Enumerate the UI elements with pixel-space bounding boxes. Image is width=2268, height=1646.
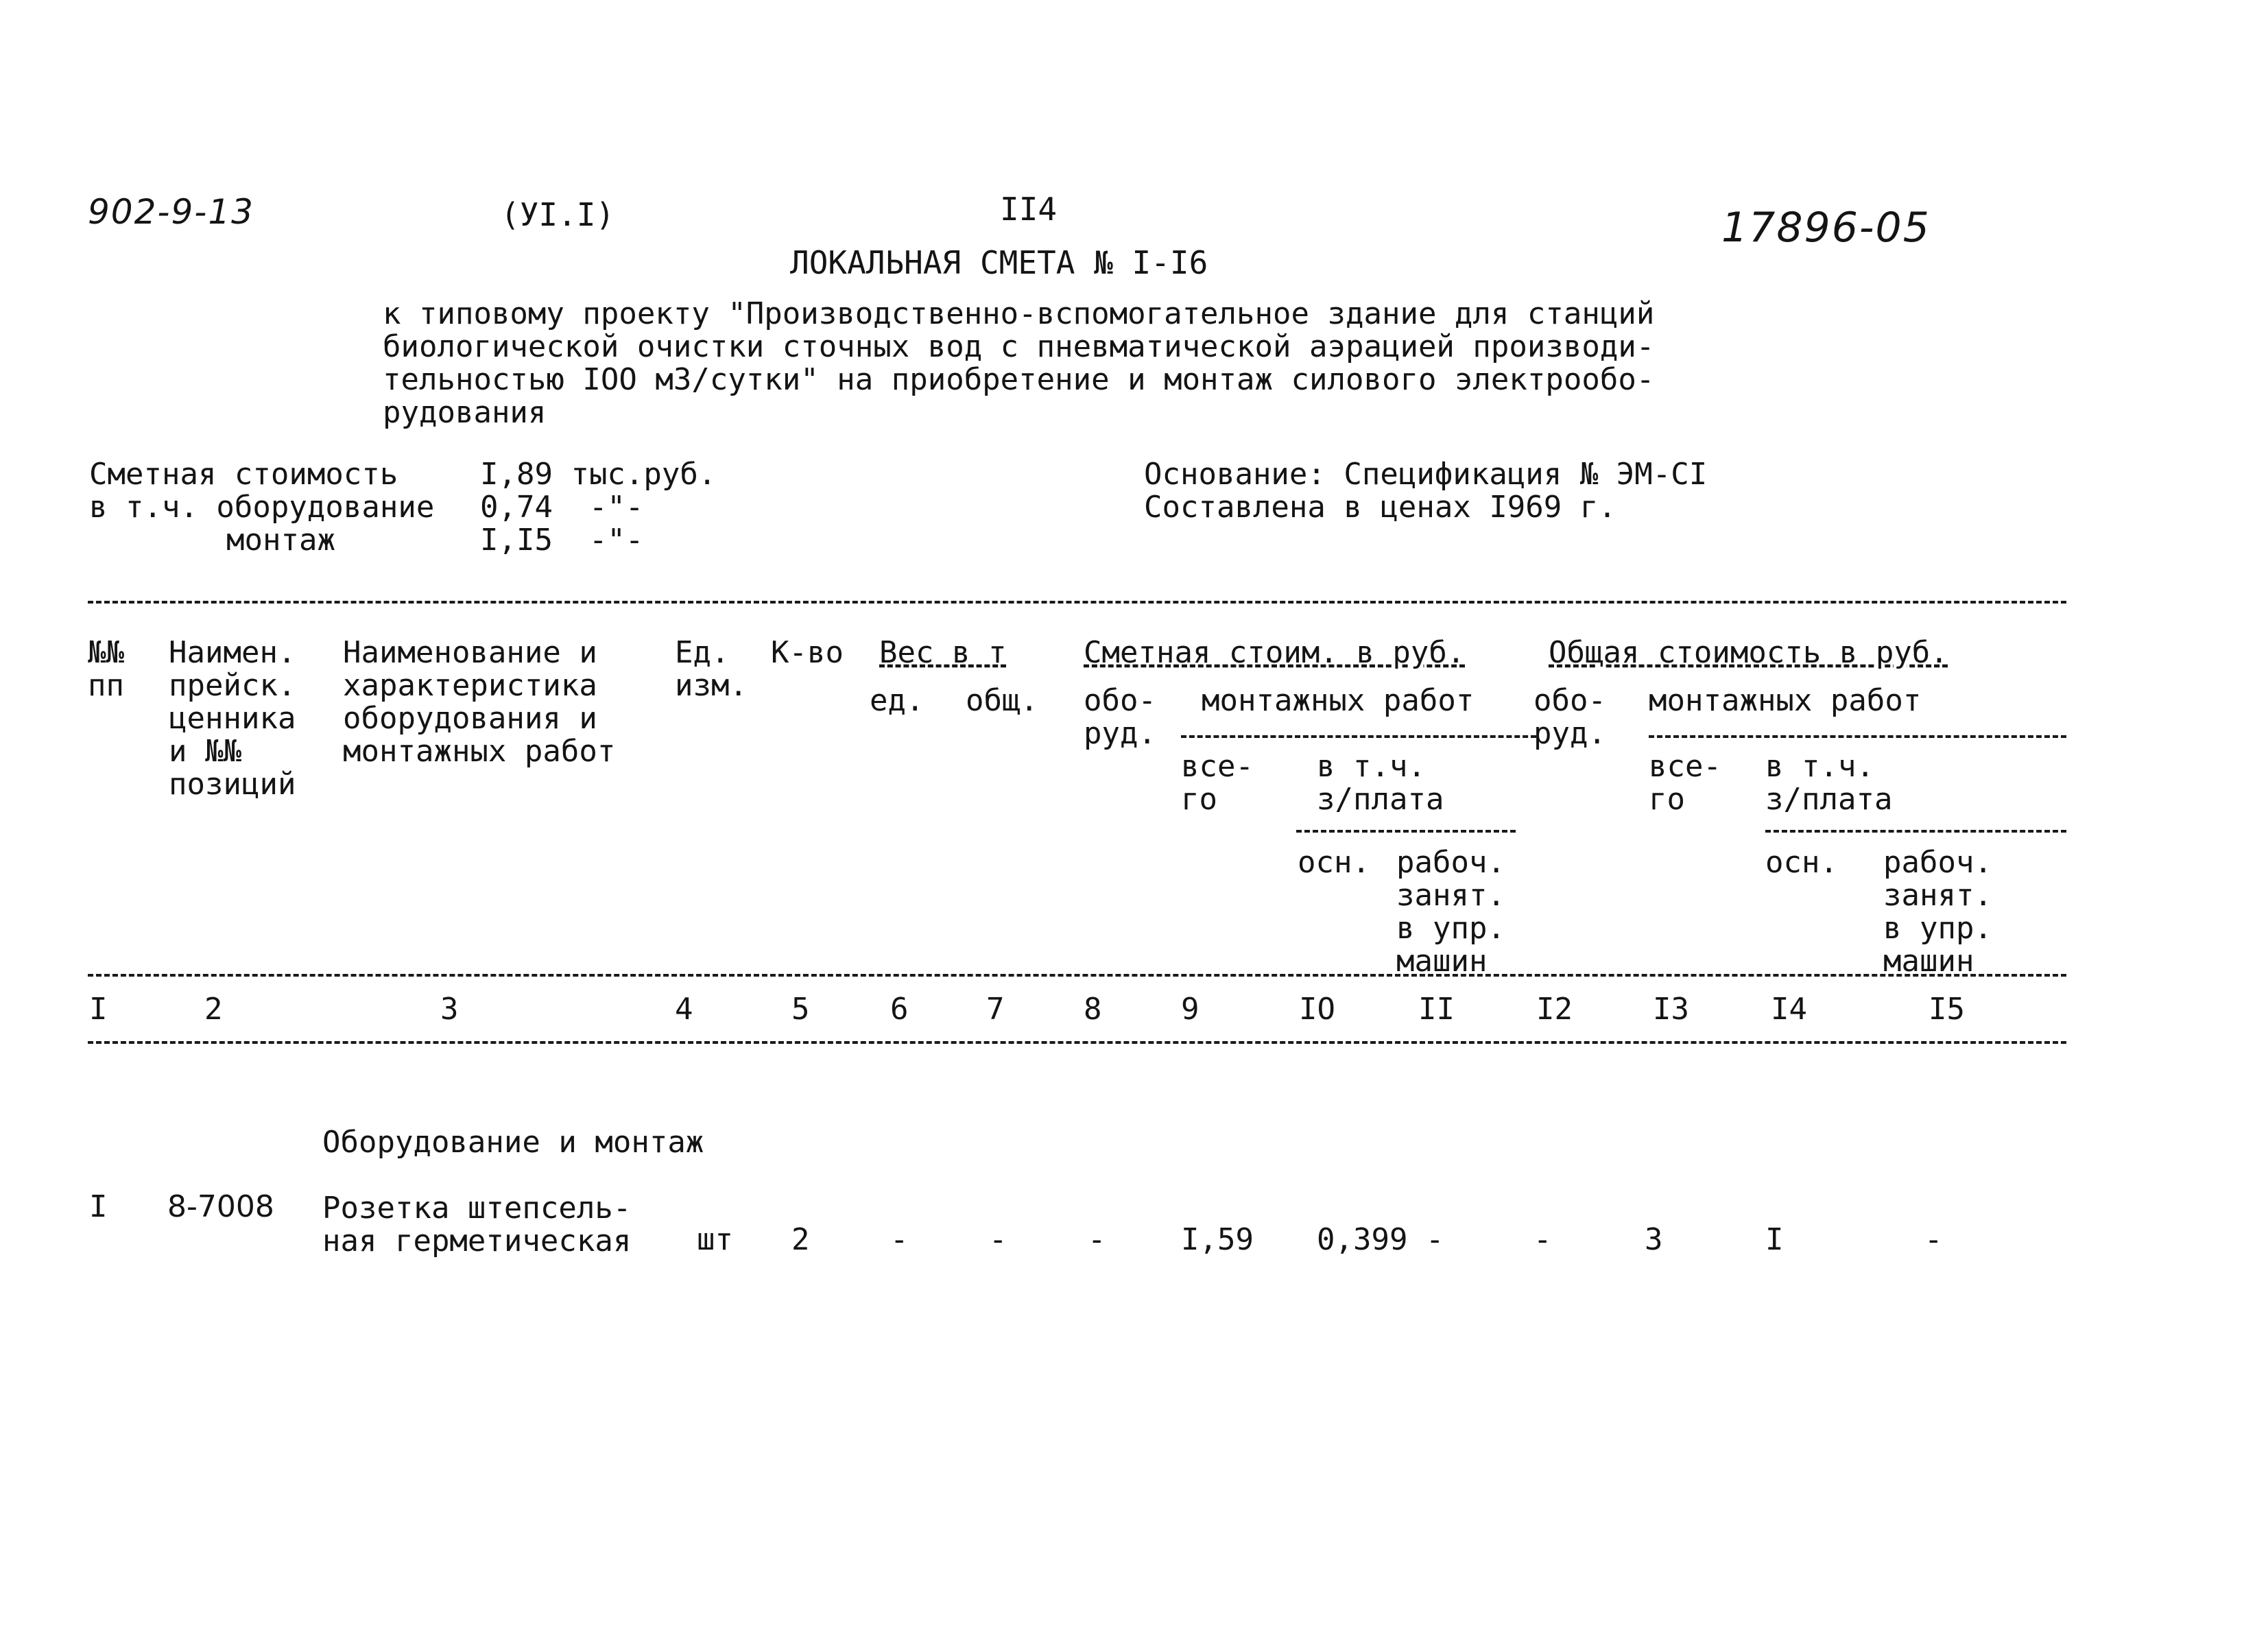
header-est-workers: рабоч. занят. в упр. машин xyxy=(1396,845,1505,979)
document-code: 902-9-13 xyxy=(88,192,254,232)
row-number: I xyxy=(89,1189,108,1224)
header-est-mount-rule xyxy=(1181,735,1536,738)
header-price-reference: Наимен. прейск. ценника и №№ позиций xyxy=(169,635,296,802)
document-subtitle: к типовому проекту "Производственно-вспомогательное здание для станций биологической очистки сточных вод с пневматической аэрацией производи- тельностью IOO м3/сутки" на приобретение и монтаж силового электрообо- рудования xyxy=(383,296,1655,430)
column-number-5: 5 xyxy=(791,992,810,1027)
row-weight-unit: - xyxy=(890,1222,909,1257)
header-tot-mount-rule xyxy=(1649,735,2066,738)
row-price-reference: 8-7008 xyxy=(167,1189,274,1224)
header-item-name: Наименование и характеристика оборудования и монтажных работ xyxy=(343,635,616,769)
header-est-wages-rule xyxy=(1296,830,1516,833)
column-number-12: I2 xyxy=(1536,992,1573,1027)
cost-mounting-label: монтаж xyxy=(226,523,335,558)
column-number-4: 4 xyxy=(675,992,693,1027)
row-quantity: 2 xyxy=(791,1222,810,1257)
header-est-basic: осн. xyxy=(1298,845,1370,880)
header-tot-mount-total: все- го xyxy=(1649,749,1721,817)
header-bottom-rule xyxy=(88,974,2066,977)
cost-total-label: Сметная стоимость xyxy=(89,457,398,492)
header-tot-basic: осн. xyxy=(1765,845,1838,880)
row-mounting-total: I,59 xyxy=(1181,1222,1254,1257)
row-weight-total: - xyxy=(989,1222,1007,1257)
cost-mounting-value: I,I5 -"- xyxy=(480,523,644,558)
header-est-mounting-group: монтажных работ xyxy=(1202,683,1475,718)
header-weight-total: общ. xyxy=(966,683,1038,718)
volume-label: (УI.I) xyxy=(501,196,615,233)
header-quantity: К-во xyxy=(771,635,844,670)
row-mounting-workers: - xyxy=(1533,1222,1552,1257)
header-tot-wages-rule xyxy=(1765,830,2066,833)
header-tot-equipment: обо- руд. xyxy=(1533,683,1606,751)
column-number-1: I xyxy=(89,992,108,1027)
cost-equipment-label: в т.ч. оборудование xyxy=(89,490,435,525)
cost-total-value: I,89 тыс.руб. xyxy=(480,457,717,492)
header-weight-unit: ед. xyxy=(870,683,924,718)
column-number-13: I3 xyxy=(1653,992,1689,1027)
column-number-2: 2 xyxy=(204,992,223,1027)
column-number-6: 6 xyxy=(890,992,909,1027)
column-number-11: II xyxy=(1418,992,1455,1027)
row-unit: шт xyxy=(697,1222,733,1257)
header-tot-workers: рабоч. занят. в упр. машин xyxy=(1883,845,1992,979)
prices-year-text: Составлена в ценах I969 г. xyxy=(1144,490,1616,525)
header-estimated-cost-group: Сметная стоим. в руб. xyxy=(1084,635,1466,670)
row-total-basic: - xyxy=(1924,1222,1943,1257)
header-est-equipment: обо- руд. xyxy=(1084,683,1156,751)
column-number-15: I5 xyxy=(1929,992,1965,1027)
row-total-mounting: I xyxy=(1765,1222,1784,1257)
column-number-3: 3 xyxy=(440,992,459,1027)
header-est-including-wages: в т.ч. з/плата xyxy=(1317,749,1444,817)
page-number: II4 xyxy=(1000,191,1058,228)
column-number-10: IO xyxy=(1299,992,1335,1027)
row-item-name: Розетка штепсель- ная герметическая xyxy=(322,1191,632,1259)
row-total-equipment: 3 xyxy=(1645,1222,1663,1257)
header-total-cost-group: Общая стоимость в руб. xyxy=(1549,635,1948,670)
archive-number: 17896-05 xyxy=(1721,204,1931,252)
header-tot-mounting-group: монтажных работ xyxy=(1649,683,1922,718)
header-row-number: №№ пп xyxy=(88,635,124,703)
header-unit: Ед. изм. xyxy=(675,635,748,703)
column-number-7: 7 xyxy=(986,992,1005,1027)
table-top-rule xyxy=(88,601,2066,604)
column-numbers-rule xyxy=(88,1041,2066,1044)
basis-text: Основание: Спецификация № ЭМ-CI xyxy=(1144,457,1708,492)
cost-equipment-value: 0,74 -"- xyxy=(480,490,644,525)
header-weight-group: Вес в т xyxy=(879,635,1007,670)
header-tot-including-wages: в т.ч. з/плата xyxy=(1765,749,1893,817)
section-title: Оборудование и монтаж xyxy=(322,1125,704,1160)
row-equipment-cost: - xyxy=(1088,1222,1106,1257)
column-number-14: I4 xyxy=(1771,992,1807,1027)
row-mounting-basic-wages: 0,399 - xyxy=(1317,1222,1444,1257)
page-title: ЛОКАЛЬНАЯ СМЕТА № I-I6 xyxy=(790,244,1208,281)
header-est-mount-total: все- го xyxy=(1181,749,1254,817)
column-number-9: 9 xyxy=(1181,992,1199,1027)
column-number-8: 8 xyxy=(1084,992,1102,1027)
